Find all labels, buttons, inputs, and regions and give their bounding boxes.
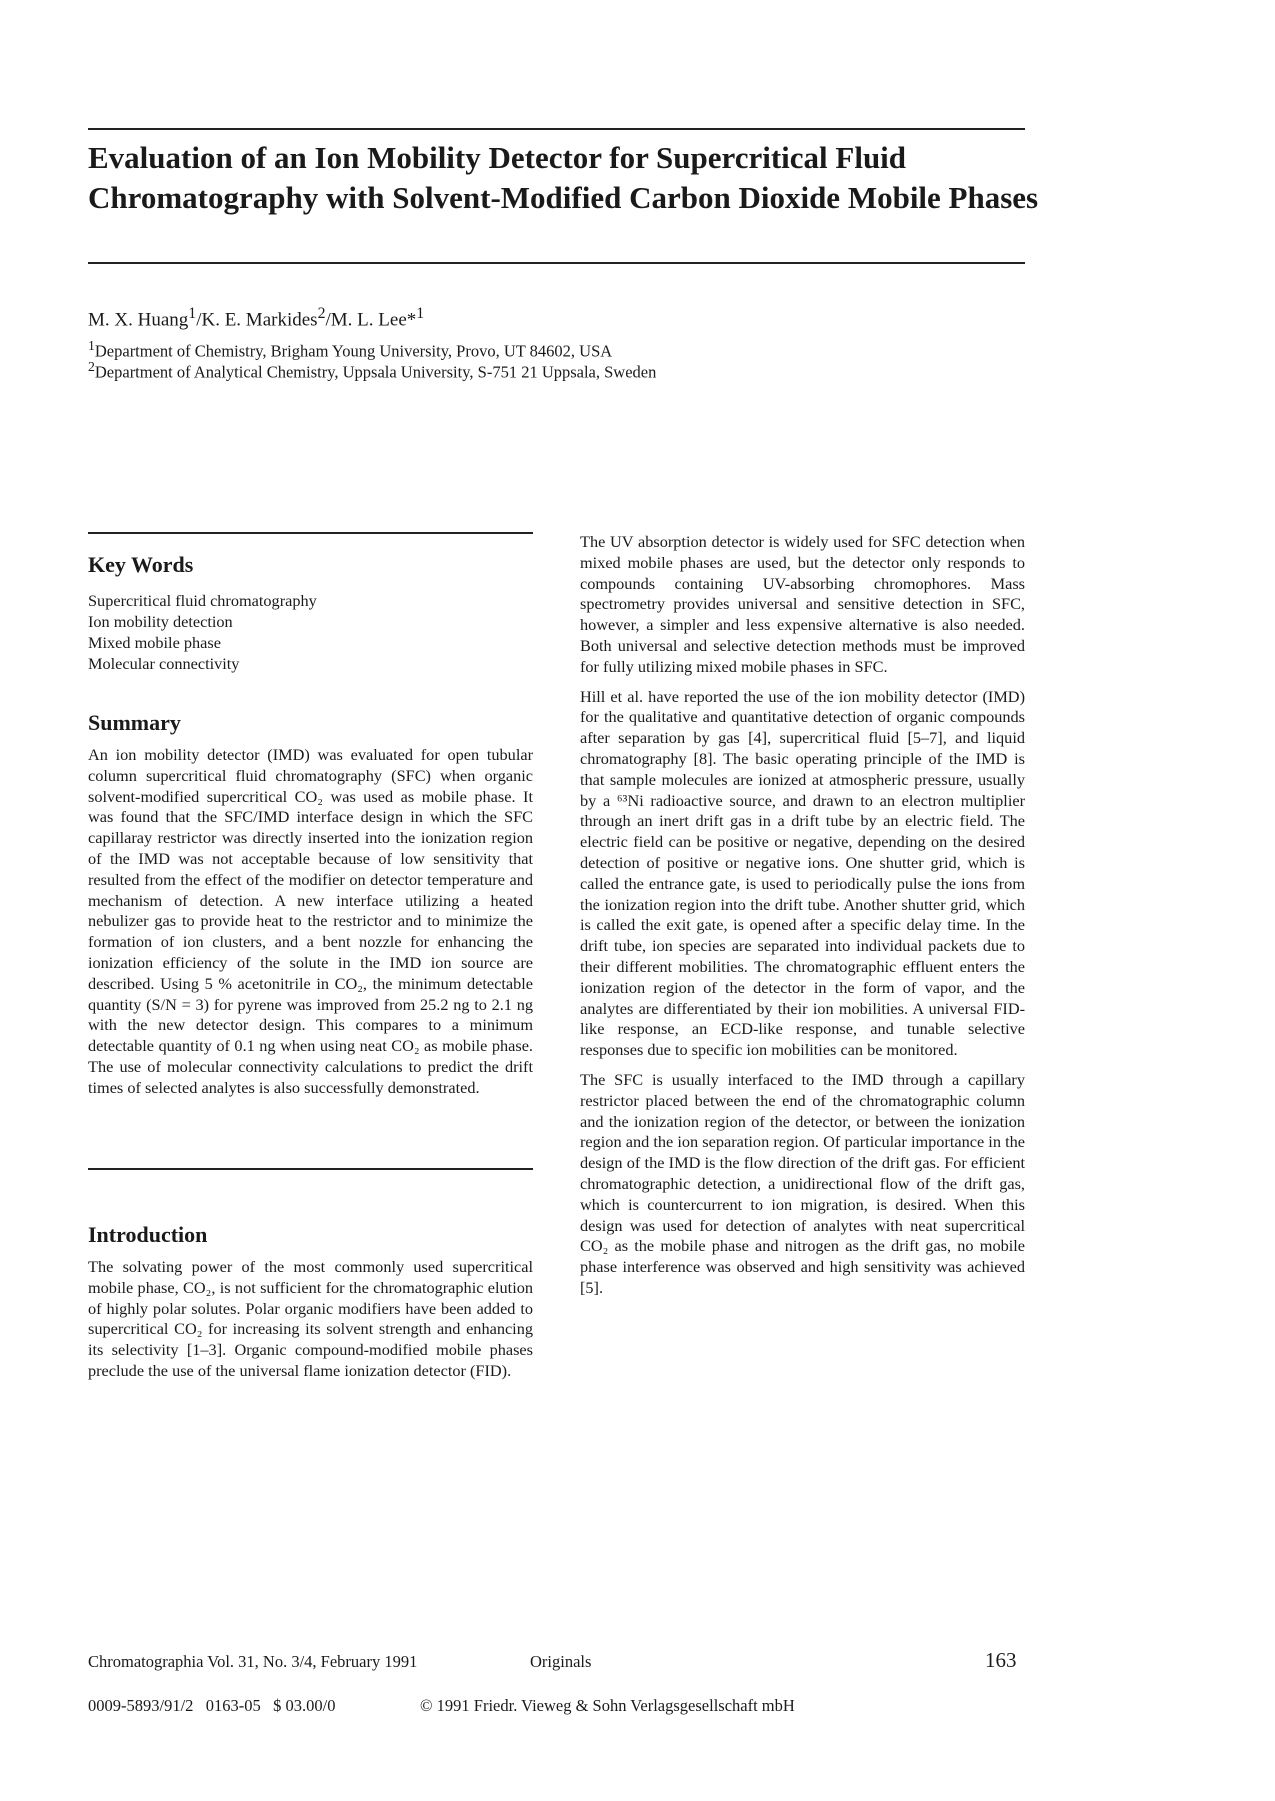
aff-sup: 2 bbox=[88, 359, 95, 374]
author: /M. L. Lee* bbox=[325, 309, 417, 331]
affiliation bbox=[88, 338, 612, 362]
paragraph: The SFC is usually interfaced to the IMD through a capillary restrictor placed between the end of the chromatographic column and the ionization region of the detector, or between the ionization region and the ion separation region. Of particular importance in the design of the IMD is the flow direction of the drift gas. For efficient chromatographic detection, a unidirectional flow of the drift gas, which is countercurrent to ion migration, is desired. When this design was used for detection of analytes with neat supercritical CO₂ as the mobile phase and nitrogen as the drift gas, no mobile phase interference was observed and high sensitivity was achieved [5]. bbox=[580, 1069, 1025, 1297]
keyword: Molecular connectivity bbox=[88, 654, 240, 673]
title-top-rule bbox=[88, 128, 1025, 130]
author-sup: 1 bbox=[416, 305, 425, 322]
page-number: 163 bbox=[985, 1648, 1017, 1672]
summary-text bbox=[88, 745, 533, 1108]
journal-info: Chromatographia Vol. 31, No. 3/4, February 1991 bbox=[88, 1652, 418, 1671]
article-codes: 0009-5893/91/2 0163-05 $ 03.00/0 bbox=[88, 1696, 336, 1715]
paper-title: Evaluation of an Ion Mobility Detector for Supercritical Fluid Chromatography with Solvent-Modified Carbon Dioxide Mobile Phases bbox=[88, 140, 1039, 215]
intro-left bbox=[88, 1257, 533, 1391]
keyword: Mixed mobile phase bbox=[88, 633, 221, 652]
author-sup: 1 bbox=[188, 305, 197, 322]
keywords-heading: Key Words bbox=[88, 552, 194, 577]
section-rule bbox=[88, 532, 533, 534]
paragraph: The UV absorption detector is widely used for SFC detection when mixed mobile phases are used, but the detector only responds to compounds containing UV-absorbing chromophores. Mass spectrometry provides universal and sensitive detection in SFC, however, a simpler and less expensive alternative is also needed. Both universal and selective detection methods must be improved for fully utilizing mixed mobile phases in SFC. bbox=[580, 532, 1025, 676]
aff-text: Department of Analytical Chemistry, Uppsala University, S-751 21 Uppsala, Sweden bbox=[94, 362, 657, 382]
title-bottom-rule bbox=[88, 262, 1025, 264]
affiliation bbox=[88, 359, 656, 383]
introduction-heading: Introduction bbox=[88, 1222, 208, 1247]
author-sup: 2 bbox=[317, 305, 326, 322]
section-label: Originals bbox=[530, 1652, 592, 1671]
intro-right bbox=[580, 532, 1025, 1308]
paragraph: Hill et al. have reported the use of the ion mobility detector (IMD) for the qualitative and quantitative detection of organic compounds after separation by gas [4], supercritical fluid [5–7], and liquid chromatography [8]. The basic operating principle of the IMD is that sample molecules are ionized at atmospheric pressure, usually by a ⁶³Ni radioactive source, and drawn to an electron multiplier through an inert drift gas in a drift tube by an electric field. The electric field can be positive or negative, depending on the desired detection of positive or negative ions. One shutter grid, which is called the entrance gate, is used to periodically pulse the ions from the ionization region into the drift tube. Another shutter grid, which is called the exit gate, is opened after a specific delay time. In the drift tube, ion species are separated into individual packets due to their different mobilities. The chromatographic effluent enters the ionization region of the detector in the form of vapor, and the analytes are differentiated by their ion mobilities. A universal FID-like response, an ECD-like response, and tunable selective responses due to specific ion mobilities can be monitored. bbox=[580, 686, 1025, 1060]
author: M. X. Huang bbox=[88, 309, 189, 331]
summary-heading: Summary bbox=[88, 710, 181, 735]
keyword: Supercritical fluid chromatography bbox=[88, 591, 317, 610]
author: /K. E. Markides bbox=[196, 309, 318, 331]
aff-sup: 1 bbox=[88, 338, 95, 353]
summary-paragraph: An ion mobility detector (IMD) was evaluated for open tubular column supercritical fluid chromatography (SFC) when organic solvent-modified supercritical CO₂ was used as mobile phase. It was found that the SFC/IMD interface design in which the SFC capillaray restrictor was directly inserted into the ionization region of the IMD was not acceptable because of low sensitivity that resulted from the effect of the modifier on detector temperature and mechanism of detection. A new interface utilizing a heated nebulizer gas to provide heat to the restrictor and to minimize the formation of ion clusters, and a bent nozzle for enhancing the ionization efficiency of the solute in the IMD ion source are described. Using 5 % acetonitrile in CO₂, the minimum detectable quantity (S/N = 3) for pyrene was improved from 25.2 ng to 2.1 ng with the new detector design. This compares to a minimum detectable quantity of 0.1 ng when using neat CO₂ as mobile phase. The use of molecular connectivity calculations to predict the drift times of selected analytes is also successfully demonstrated. bbox=[88, 745, 533, 1097]
author-list bbox=[88, 305, 424, 331]
section-rule bbox=[88, 1168, 533, 1170]
aff-text: Department of Chemistry, Brigham Young University, Provo, UT 84602, USA bbox=[94, 341, 613, 361]
paragraph: The solvating power of the most commonly used supercritical mobile phase, CO₂, is not sufficient for the chromatographic elution of highly polar solutes. Polar organic modifiers have been added to supercritical CO₂ for increasing its solvent strength and enhancing its selectivity [1–3]. Organic compound-modified mobile phases preclude the use of the universal flame ionization detector (FID). bbox=[88, 1257, 533, 1380]
copyright: © 1991 Friedr. Vieweg & Sohn Verlagsgesellschaft mbH bbox=[420, 1696, 795, 1715]
keyword: Ion mobility detection bbox=[88, 612, 233, 631]
